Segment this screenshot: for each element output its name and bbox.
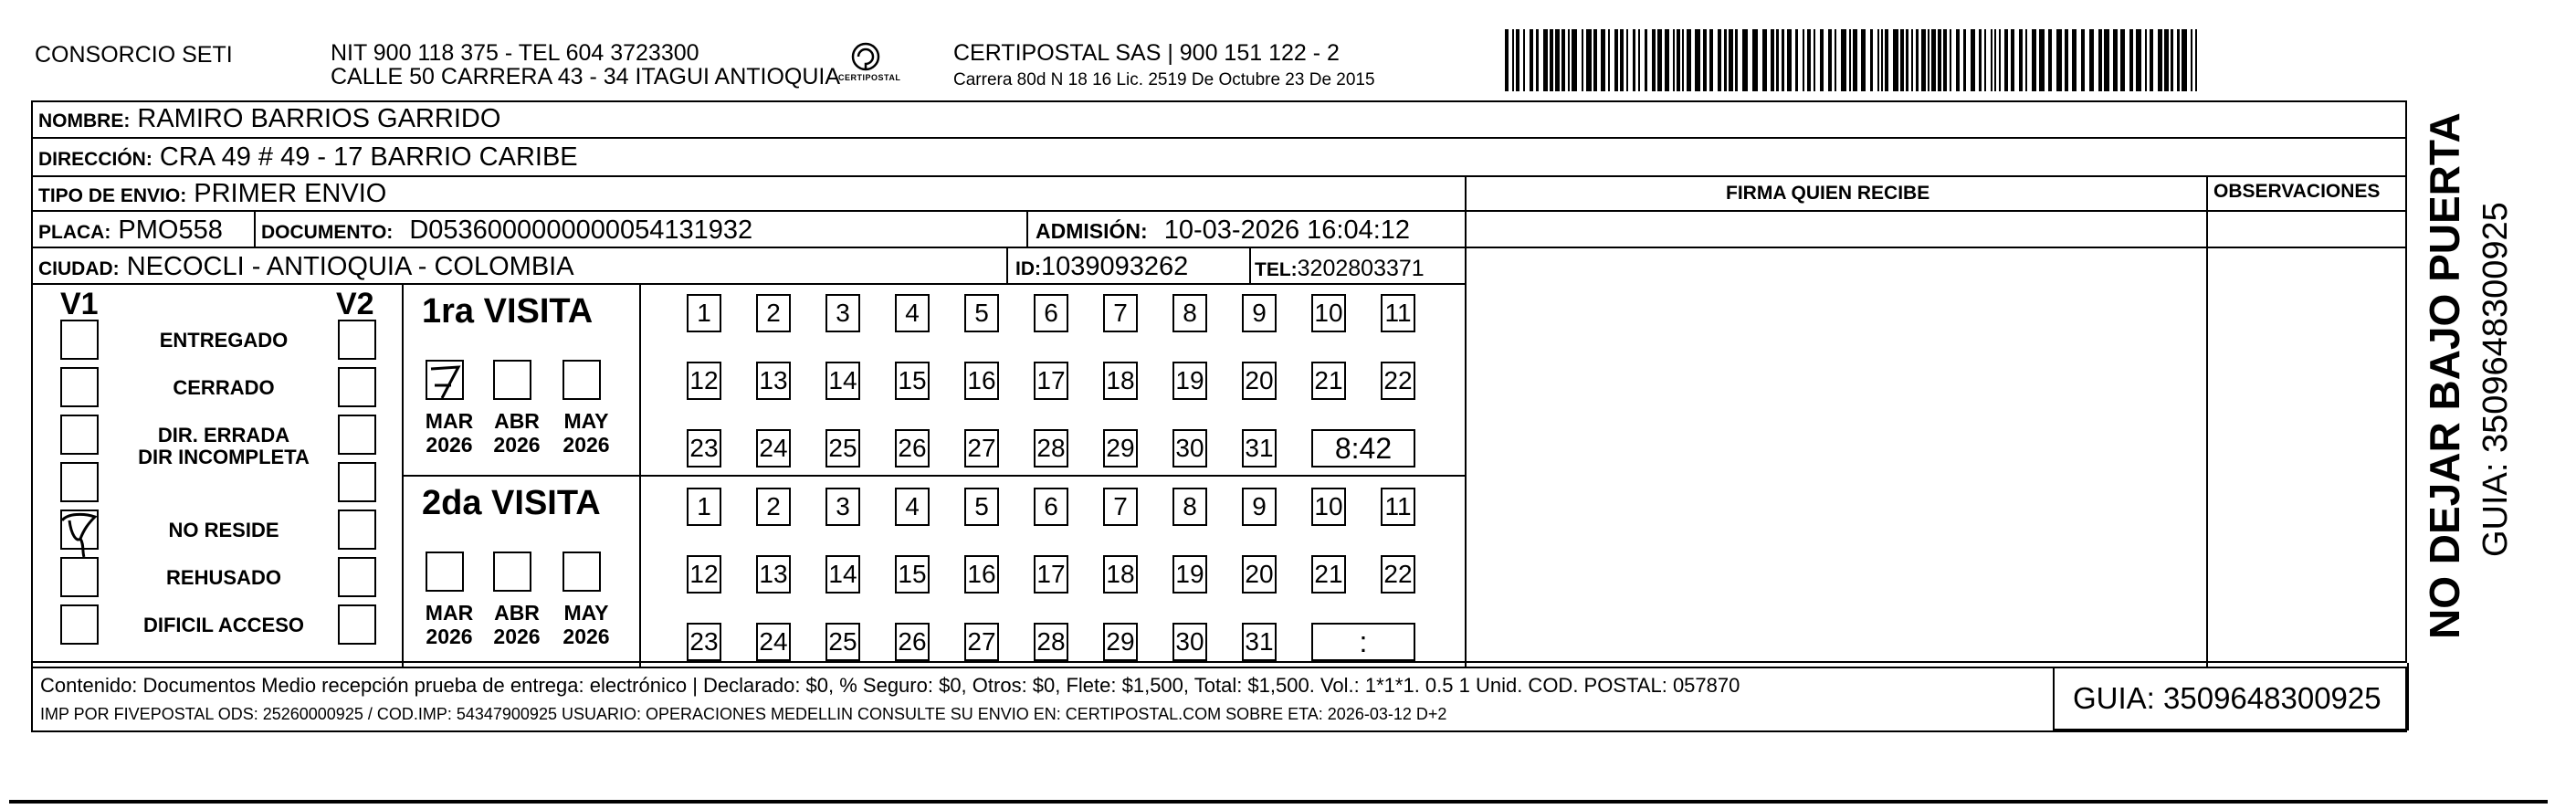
day-box[interactable]: 2 [756,488,791,526]
barcode-bar [1861,29,1866,91]
barcode-bar [1665,29,1669,91]
barcode-bar [1956,29,1960,91]
barcode-bar [1803,29,1804,91]
barcode [1505,29,2204,91]
day-box[interactable]: 28 [1034,429,1068,468]
day-box[interactable]: 13 [756,555,791,594]
barcode-bar [1787,29,1792,91]
barcode-bar [1614,29,1618,91]
barcode-bar [1687,29,1691,91]
cut-line [9,800,2548,804]
barcode-bar [1512,29,1514,91]
month-checkbox[interactable] [493,360,531,400]
barcode-bar [1820,29,1824,91]
day-box[interactable]: 3 [825,294,860,332]
day-box[interactable]: 25 [825,429,860,468]
barcode-bar [1626,29,1628,91]
barcode-bar [1963,29,1966,91]
barcode-bar [1893,29,1898,91]
barcode-bar [2191,29,2192,91]
footer-imp: IMP POR FIVEPOSTAL ODS: 25260000925 / COD.IMP: 54347900925 USUARIO: OPERACIONES MEDELLIN CONSULTE SU ENVIO EN: CERTIPOSTAL.COM SOBRE ETA: 2026-03-12 D+2 [40,705,1447,723]
mar-check-mark [424,362,466,404]
day-box[interactable]: 29 [1103,429,1138,468]
month-year: 2026 [493,433,541,457]
day-box[interactable]: 14 [825,362,860,400]
nit-line: NIT 900 118 375 - TEL 604 3723300 [331,40,699,66]
month-checkbox[interactable] [426,552,464,592]
barcode-bar [1828,29,1832,91]
barcode-bar [1657,29,1662,91]
barcode-bar [2171,29,2173,91]
day-box[interactable]: 7 [1103,488,1138,526]
barcode-bar [1729,29,1733,91]
day-box[interactable]: 30 [1172,623,1207,661]
v2-checkbox[interactable] [338,557,376,597]
day-box[interactable]: 28 [1034,623,1068,661]
barcode-bar [1568,29,1570,91]
day-box[interactable]: 23 [687,623,721,661]
barcode-bar [2065,29,2068,91]
tel-cell [1255,254,1425,285]
status-label: DIR INCOMPLETA [138,446,310,468]
documento-label: DOCUMENTO: [261,222,394,243]
barcode-bar [1523,29,1525,91]
barcode-bar [2145,29,2147,91]
observaciones-header: OBSERVACIONES [2213,181,2381,202]
v2-label: V2 [336,287,374,321]
second-visit-title: 2da VISITA [422,484,601,522]
ciudad-value: NECOCLI - ANTIOQUIA - COLOMBIA [126,252,574,281]
barcode-bar [1921,29,1926,91]
day-box[interactable]: 12 [687,362,721,400]
barcode-bar [1916,29,1919,91]
nombre-label: NOMBRE: [38,110,131,131]
month-year: 2026 [563,625,610,648]
day-box[interactable]: 26 [895,623,930,661]
status-label: CERRADO [173,376,275,399]
id-value: 1039093262 [1041,252,1189,281]
day-box[interactable]: 5 [964,294,999,332]
day-box[interactable]: 20 [1242,555,1277,594]
month-label: MAR [425,409,474,433]
barcode-bar [1620,29,1624,91]
day-box[interactable]: 15 [895,362,930,400]
v1-checkbox[interactable] [60,557,99,597]
barcode-bar [2177,29,2180,91]
barcode-bar [1984,29,1986,91]
tel-label: TEL: [1255,259,1298,280]
v1-checkbox[interactable] [60,415,99,455]
barcode-bar [1682,29,1684,91]
barcode-bar [2120,29,2125,91]
day-box[interactable]: 16 [964,362,999,400]
day-box[interactable]: 11 [1381,488,1415,526]
barcode-bar [1645,29,1647,91]
barcode-bar [1971,29,1975,91]
day-box[interactable]: 29 [1103,623,1138,661]
v1-checkbox[interactable] [60,320,99,360]
barcode-bar [1870,29,1873,91]
barcode-bar [1950,29,1951,91]
v2-checkbox[interactable] [338,367,376,407]
barcode-bar [1943,29,1947,91]
barcode-bar [1608,29,1610,91]
barcode-bar [2164,29,2169,91]
barcode-bar [1881,29,1883,91]
day-box[interactable]: 6 [1034,294,1068,332]
tel-value: 3202803371 [1297,256,1425,281]
barcode-bar [1752,29,1758,91]
barcode-bar [2089,29,2094,91]
day-box[interactable]: 8 [1172,294,1207,332]
barcode-bar [1900,29,1904,91]
day-box[interactable]: 21 [1311,362,1346,400]
barcode-bar [2011,29,2014,91]
barcode-bar [1633,29,1635,91]
barcode-bar [1593,29,1597,91]
month-year: 2026 [426,625,473,648]
day-box[interactable]: 27 [964,429,999,468]
day-box[interactable]: 15 [895,555,930,594]
tipo-row [38,179,386,211]
day-box[interactable]: 2 [756,294,791,332]
barcode-bar [1695,29,1700,91]
barcode-bar [1928,29,1929,91]
day-box[interactable]: 27 [964,623,999,661]
barcode-bar [1530,29,1533,91]
barcode-bar [1814,29,1815,91]
day-box[interactable]: 31 [1242,429,1277,468]
barcode-bar [2104,29,2109,91]
certipostal-line: CERTIPOSTAL SAS | 900 151 122 - 2 [953,40,1340,66]
barcode-bar [1835,29,1836,91]
day-box[interactable]: 8 [1172,488,1207,526]
month-label: ABR [494,601,540,625]
placa-value: PMO558 [118,215,223,245]
month-checkbox[interactable] [563,552,601,592]
firma-header: FIRMA QUIEN RECIBE [1726,183,1930,204]
day-box[interactable]: 22 [1381,555,1415,594]
day-box[interactable]: 26 [895,429,930,468]
day-box[interactable]: 19 [1172,555,1207,594]
barcode-bar [1561,29,1565,91]
barcode-bar [1586,29,1592,91]
barcode-bar [1807,29,1811,91]
status-label: DIR. ERRADA [157,424,290,447]
barcode-bar [1841,29,1846,91]
barcode-bar [1771,29,1774,91]
barcode-bar [2182,29,2187,91]
direccion-label: DIRECCIÓN: [38,149,152,170]
day-box[interactable]: 4 [895,294,930,332]
day-box[interactable]: 1 [687,294,721,332]
month-label: MAR [425,601,474,625]
barcode-bar [1673,29,1675,91]
day-box[interactable]: 6 [1034,488,1068,526]
day-box[interactable]: 10 [1311,294,1346,332]
barcode-bar [1911,29,1913,91]
barcode-bar [1724,29,1727,91]
ciudad-cell [38,252,574,284]
day-box[interactable]: 25 [825,623,860,661]
barcode-bar [2032,29,2036,91]
day-box[interactable]: 31 [1242,623,1277,661]
barcode-bar [1718,29,1721,91]
placa-label: PLACA: [38,222,111,243]
barcode-bar [2072,29,2077,91]
barcode-bar [2039,29,2045,91]
barcode-bar [1885,29,1888,91]
day-box[interactable]: 4 [895,488,930,526]
barcode-bar [1742,29,1748,91]
month-label: MAY [563,409,609,433]
direccion-value: CRA 49 # 49 - 17 BARRIO CARIBE [159,142,578,172]
barcode-bar [1991,29,1992,91]
day-box[interactable]: 18 [1103,555,1138,594]
day-box[interactable]: 20 [1242,362,1277,400]
day-box[interactable]: 22 [1381,362,1415,400]
barcode-bar [2129,29,2133,91]
placa-cell [38,215,223,247]
month-year: 2026 [426,433,473,457]
address-line: CALLE 50 CARRERA 43 - 34 ITAGUI ANTIOQUIA [331,64,841,89]
tipo-label: TIPO DE ENVIO: [38,185,187,206]
v1-checkbox[interactable] [60,462,99,502]
barcode-bar [1550,29,1553,91]
v1-checkbox[interactable] [60,604,99,645]
barcode-bar [1906,29,1908,91]
day-box[interactable]: 13 [756,362,791,400]
first-visit-title: 1ra VISITA [422,292,594,331]
v1-checkbox[interactable] [60,367,99,407]
day-box[interactable]: 12 [687,555,721,594]
barcode-bar [1931,29,1936,91]
nombre-row [38,104,500,136]
barcode-bar [1582,29,1583,91]
barcode-bar [1543,29,1548,91]
side-guia: GUIA: 3509648300925 [2476,202,2515,557]
v2-checkbox[interactable] [338,320,376,360]
barcode-bar [1516,29,1519,91]
barcode-bar [1776,29,1779,91]
barcode-bar [1762,29,1767,91]
barcode-bar [2056,29,2062,91]
barcode-bar [2019,29,2023,91]
day-box[interactable]: 16 [964,555,999,594]
day-box[interactable]: 11 [1381,294,1415,332]
footer-guia: GUIA: 3509648300925 [2073,681,2381,715]
day-box[interactable]: 9 [1242,294,1277,332]
form-frame [31,100,2407,663]
id-cell [1015,252,1188,284]
admision-cell [1036,215,1410,246]
day-box[interactable]: 1 [687,488,721,526]
second-visit-time[interactable]: : [1311,623,1415,661]
barcode-bar [1782,29,1784,91]
day-box[interactable]: 14 [825,555,860,594]
day-box[interactable]: 5 [964,488,999,526]
barcode-bar [2113,29,2118,91]
v2-checkbox[interactable] [338,415,376,455]
status-label: REHUSADO [166,566,281,589]
tipo-value: PRIMER ENVIO [194,179,387,208]
barcode-bar [1849,29,1851,91]
first-visit-time[interactable]: 8:42 [1311,429,1415,468]
v1-label: V1 [60,287,99,321]
barcode-bar [2098,29,2102,91]
barcode-bar [2136,29,2141,91]
company-name: CONSORCIO SETI [35,42,233,68]
day-box[interactable]: 30 [1172,429,1207,468]
day-box[interactable]: 24 [756,623,791,661]
barcode-bar [2048,29,2052,91]
day-box[interactable]: 10 [1311,488,1346,526]
barcode-bar [1652,29,1656,91]
day-box[interactable]: 23 [687,429,721,468]
day-box[interactable]: 17 [1034,555,1068,594]
barcode-bar [1877,29,1879,91]
barcode-bar [2025,29,2027,91]
day-box[interactable]: 24 [756,429,791,468]
ciudad-label: CIUDAD: [38,258,120,279]
barcode-bar [1795,29,1798,91]
nombre-value: RAMIRO BARRIOS GARRIDO [137,104,501,133]
barcode-bar [1505,29,1509,91]
barcode-bar [2195,29,2197,91]
barcode-bar [1677,29,1680,91]
month-checkbox[interactable] [563,360,601,400]
v2-checkbox[interactable] [338,510,376,550]
barcode-bar [2158,29,2162,91]
no-dejar-bajo-puerta: NO DEJAR BAJO PUERTA [2421,112,2468,639]
barcode-bar [2081,29,2085,91]
day-box[interactable]: 18 [1103,362,1138,400]
admision-label: ADMISIÓN: [1036,219,1148,243]
id-label: ID: [1015,258,1041,279]
barcode-bar [1994,29,1996,91]
day-box[interactable]: 9 [1242,488,1277,526]
status-label: NO RESIDE [168,519,279,541]
v2-checkbox[interactable] [338,604,376,645]
month-checkbox[interactable] [493,552,531,592]
barcode-bar [1853,29,1857,91]
footer-contenido: Contenido: Documentos Medio recepción prueba de entrega: electrónico | Declarado: $0, % Seguro: $0, Otros: $0, Flete: $1,500, Total: $1,500. Vol.: 1*1*1. 0.5 1 Unid. COD. POSTAL: 057870 [40,674,1740,697]
barcode-bar [1938,29,1941,91]
barcode-bar [1979,29,1982,91]
barcode-bar [1555,29,1560,91]
barcode-bar [1601,29,1605,91]
day-box[interactable]: 17 [1034,362,1068,400]
barcode-bar [1536,29,1539,91]
barcode-bar [1999,29,2001,91]
no-reside-check-mark [57,508,108,559]
month-year: 2026 [493,625,541,648]
month-year: 2026 [563,433,610,457]
barcode-bar [1572,29,1577,91]
day-box[interactable]: 3 [825,488,860,526]
barcode-bar [1638,29,1640,91]
barcode-bar [2150,29,2153,91]
month-label: MAY [563,601,609,625]
barcode-bar [1735,29,1738,91]
day-box[interactable]: 7 [1103,294,1138,332]
admision-value: 10-03-2026 16:04:12 [1163,215,1411,245]
month-label: ABR [494,409,540,433]
logo-text: CERTIPOSTAL [838,73,901,82]
documento-cell [261,215,752,247]
day-box[interactable]: 21 [1311,555,1346,594]
barcode-bar [1703,29,1707,91]
barcode-bar [2004,29,2008,91]
direccion-row [38,142,578,174]
license-line: Carrera 80d N 18 16 Lic. 2519 De Octubre 23 De 2015 [953,70,1375,89]
status-label: DIFICIL ACCESO [142,614,304,636]
barcode-bar [1709,29,1713,91]
v2-checkbox[interactable] [338,462,376,502]
day-box[interactable]: 19 [1172,362,1207,400]
status-label: ENTREGADO [159,329,289,352]
documento-value: D0536000000000054131932 [409,215,753,245]
certipostal-logo [838,37,901,91]
